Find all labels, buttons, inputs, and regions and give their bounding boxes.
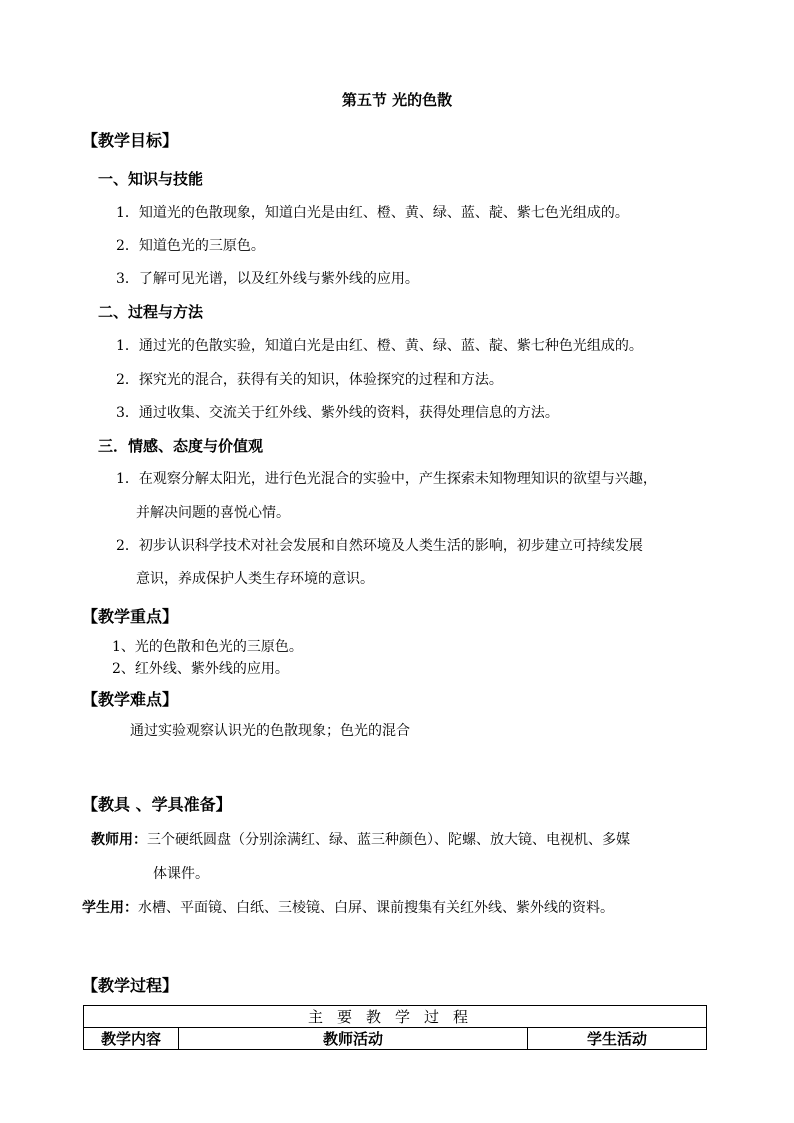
- teacher-prep-line: [91, 829, 630, 849]
- process-method-heading: 二、过程与方法: [98, 303, 204, 321]
- table-title: 主要教学过程: [84, 1006, 707, 1028]
- table-title-row: [84, 1006, 707, 1028]
- student-prep-line: [82, 897, 614, 917]
- list-item: 2．知道色光的三原色。: [116, 238, 265, 254]
- process-heading: 【教学过程】: [82, 976, 179, 995]
- list-item: 1、光的色散和色光的三原色。: [112, 639, 303, 655]
- list-item: 3．了解可见光谱，以及红外线与紫外线的应用。: [116, 271, 419, 287]
- list-item: 1．知道光的色散现象，知道白光是由红、橙、黄、绿、蓝、靛、紫七色光组成的。: [116, 205, 629, 221]
- column-header-student: 学生活动: [528, 1028, 707, 1050]
- list-item: 2．初步认识科学技术对社会发展和自然环境及人类生活的影响，初步建立可持续发展: [116, 538, 643, 554]
- objectives-heading: 【教学目标】: [82, 131, 179, 150]
- list-item: 1．通过光的色散实验，知道白光是由红、橙、黄、绿、蓝、靛、紫七种色光组成的。: [116, 338, 643, 354]
- difficulties-heading: 【教学难点】: [82, 690, 179, 709]
- list-item-continuation: 并解决问题的喜悦心情。: [136, 505, 290, 521]
- student-materials: 水槽、平面镜、白纸、三棱镜、白屏、课前搜集有关红外线、紫外线的资料。: [138, 900, 614, 916]
- process-table: [83, 1005, 707, 1050]
- student-label: 学生用：: [82, 900, 138, 916]
- list-item: 2、红外线、紫外线的应用。: [112, 661, 289, 677]
- emotion-values-heading: 三．情感、态度与价值观: [98, 437, 264, 455]
- column-header-teacher: 教师活动: [179, 1028, 528, 1050]
- column-header-content: 教学内容: [84, 1028, 179, 1050]
- table-header-row: [84, 1028, 707, 1050]
- page-title: 第五节 光的色散: [341, 91, 453, 109]
- teacher-materials: 三个硬纸圆盘（分别涂满红、绿、蓝三种颜色）、陀螺、放大镜、电视机、多媒: [147, 832, 630, 848]
- knowledge-skills-heading: 一、知识与技能: [98, 170, 204, 188]
- list-item: 1．在观察分解太阳光，进行色光混合的实验中，产生探索未知物理知识的欲望与兴趣，: [116, 471, 657, 487]
- difficulties-text: 通过实验观察认识光的色散现象；色光的混合: [130, 723, 410, 739]
- list-item: 3．通过收集、交流关于红外线、紫外线的资料，获得处理信息的方法。: [116, 405, 559, 421]
- prep-heading: 【教具 、学具准备】: [82, 795, 232, 814]
- list-item-continuation: 意识，养成保护人类生存环境的意识。: [136, 571, 374, 587]
- teacher-materials-continuation: 体课件。: [153, 866, 209, 882]
- key-points-heading: 【教学重点】: [82, 607, 179, 626]
- teacher-label: 教师用：: [91, 832, 147, 848]
- list-item: 2．探究光的混合，获得有关的知识，体验探究的过程和方法。: [116, 372, 503, 388]
